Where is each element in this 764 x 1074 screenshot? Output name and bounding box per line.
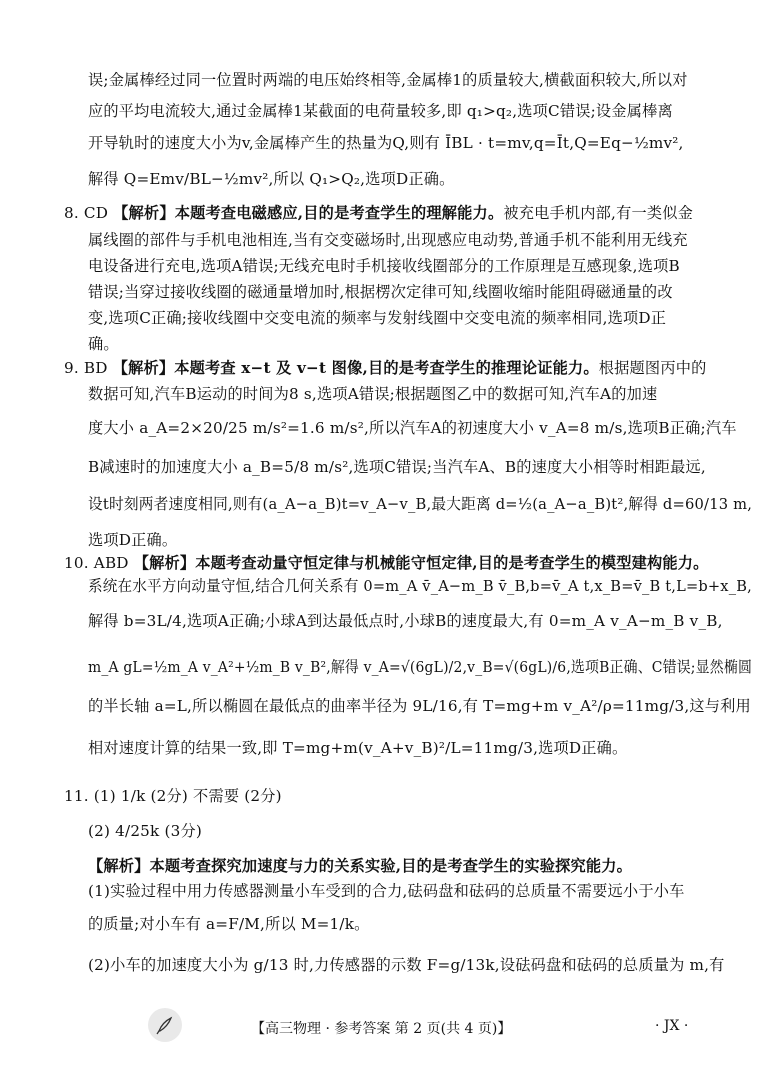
text-line: 数据可知,汽车B运动的时间为8 s,选项A错误;根据题图乙中的数据可知,汽车A的加速 [88, 385, 658, 403]
text-line: 属线圈的部件与手机电池相连,当有交变磁场时,出现感应电动势,普通手机不能利用无线充 [88, 231, 688, 249]
text-line: (2)小车的加速度大小为 g/13 时,力传感器的示数 F=g/13k,设砝码盘和砝码的总质量为 m,有 [88, 956, 725, 974]
text-line: 电设备进行充电,选项A错误;无线充电时手机接收线圈部分的工作原理是互感现象,选项B [88, 257, 680, 275]
text-line: 11. (1) 1/k (2分) 不需要 (2分) [64, 787, 282, 805]
text-line: 【解析】本题考查探究加速度与力的关系实验,目的是考查学生的实验探究能力。 [88, 857, 633, 875]
pen-icon [148, 1008, 182, 1042]
text-line: 应的平均电流较大,通过金属棒1某截面的电荷量较多,即 q₁>q₂,选项C错误;设金属棒离 [88, 102, 673, 120]
text-line: m_A gL=½m_A v_A²+½m_B v_B²,解得 v_A=√(6gL)/2,v_B=√(6gL)/6,选项B正确、C错误;显然椭圆 [88, 658, 753, 676]
text-line: 8. CD 【解析】本题考查电磁感应,目的是考查学生的理解能力。被充电手机内部,有一类似金 [64, 204, 694, 222]
text-line: (2) 4/25k (3分) [88, 822, 202, 840]
text-line: 9. BD 【解析】本题考查 x−t 及 v−t 图像,目的是考查学生的推理论证能力。根据题图丙中的 [64, 359, 707, 377]
text-line: (1)实验过程中用力传感器测量小车受到的合力,砝码盘和砝码的总质量不需要远小于小车 [88, 882, 685, 900]
text-line: 系统在水平方向动量守恒,结合几何关系有 0=m_A v̄_A−m_B v̄_B,b=v̄_A t,x_B=v̄_B t,L=b+x_B, [88, 577, 752, 595]
text-line: 选项D正确。 [88, 531, 178, 549]
text-line: 10. ABD 【解析】本题考查动量守恒定律与机械能守恒定律,目的是考查学生的模型建构能力。 [64, 554, 709, 572]
footer-page-info: 【高三物理 · 参考答案 第 2 页(共 4 页)】 [251, 1021, 512, 1037]
text-line: 度大小 a_A=2×20/25 m/s²=1.6 m/s²,所以汽车A的初速度大小 v_A=8 m/s,选项B正确;汽车 [88, 419, 737, 437]
text-line: 解得 Q=Emv/BL−½mv²,所以 Q₁>Q₂,选项D正确。 [88, 170, 455, 188]
text-line: 的质量;对小车有 a=F/M,所以 M=1/k。 [88, 915, 370, 933]
analysis-lead: 【解析】本题考查动量守恒定律与机械能守恒定律,目的是考查学生的模型建构能力。 [133, 554, 709, 572]
analysis-lead: 【解析】本题考查 x−t 及 v−t 图像,目的是考查学生的推理论证能力。 [112, 359, 599, 377]
text-line: 错误;当穿过接收线圈的磁通量增加时,根据楞次定律可知,线圈收缩时能阻碍磁通量的改 [88, 283, 673, 301]
text-line: 误;金属棒经过同一位置时两端的电压始终相等,金属棒1的质量较大,横截面积较大,所以对 [88, 71, 688, 89]
footer-code: · JX · [655, 1018, 689, 1034]
analysis-lead: 【解析】本题考查电磁感应,目的是考查学生的理解能力。 [113, 204, 504, 222]
text-line: 确。 [88, 335, 119, 353]
text-line: B减速时的加速度大小 a_B=5/8 m/s²,选项C错误;当汽车A、B的速度大小相等时相距最远, [88, 458, 706, 476]
text-line: 相对速度计算的结果一致,即 T=mg+m(v_A+v_B)²/L=11mg/3,选项D正确。 [88, 739, 628, 757]
text-line: 解得 b=3L/4,选项A正确;小球A到达最低点时,小球B的速度最大,有 0=m_A v_A−m_B v_B, [88, 612, 723, 630]
text-line: 设t时刻两者速度相同,则有(a_A−a_B)t=v_A−v_B,最大距离 d=½(a_A−a_B)t²,解得 d=60/13 m, [88, 495, 753, 513]
text-line: 的半长轴 a=L,所以椭圆在最低点的曲率半径为 9L/16,有 T=mg+m v_A²/ρ=11mg/3,这与利用 [88, 697, 751, 715]
text-line: 变,选项C正确;接收线圈中交变电流的频率与发射线圈中交变电流的频率相同,选项D正 [88, 309, 667, 327]
text-line: 开导轨时的速度大小为v,金属棒产生的热量为Q,则有 ĪBL · t=mv,q=Īt,Q=Eq−½mv², [88, 134, 684, 152]
